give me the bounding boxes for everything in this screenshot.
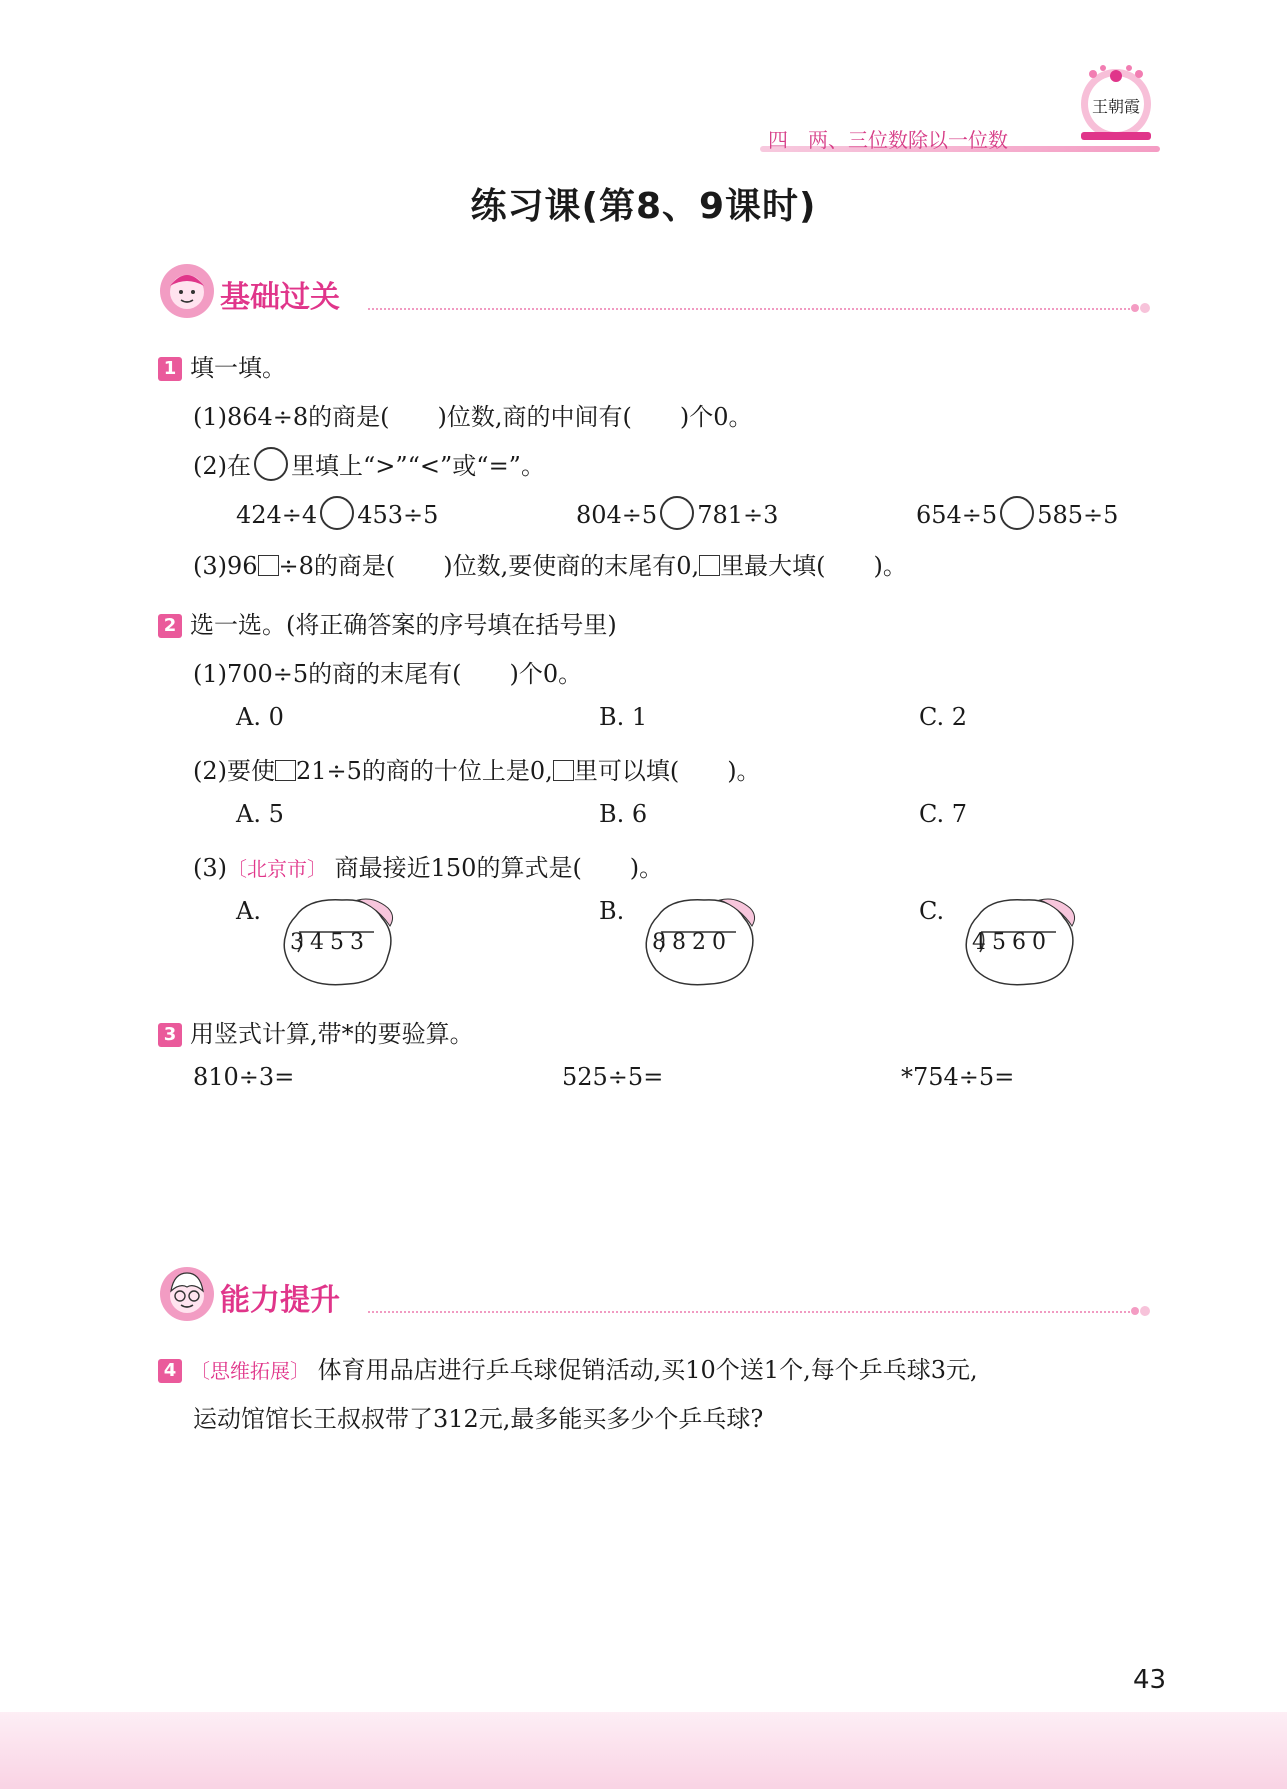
q4-line-2: 运动馆馆长王叔叔带了312元,最多能买多少个乒乓球? [193, 1405, 764, 1433]
q4-number: 4 [158, 1359, 182, 1383]
q3-expr-1: 810÷3= [193, 1063, 295, 1091]
q2-part3-a: (3) [193, 854, 227, 882]
logo-text: 王朝霞 [1091, 97, 1141, 116]
page-title: 练习课(第8、9课时) [470, 186, 817, 227]
q1-part1: (1)864÷8的商是( )位数,商的中间有( )个0。 [193, 403, 753, 431]
q2-title: 选一选。(将正确答案的序号填在括号里) [190, 611, 617, 639]
q1-part3-b: ÷8的商是( )位数,要使商的末尾有0, [278, 552, 700, 580]
q1-part2 [193, 446, 545, 481]
compare-item-1 [236, 496, 438, 530]
compare-item-2 [576, 496, 778, 530]
section-advanced-header [158, 1265, 1158, 1329]
q2-part3-b: 商最接近150的算式是( )。 [334, 854, 664, 882]
blank-box[interactable] [553, 760, 574, 781]
q4-line-1 [158, 1350, 978, 1385]
q2-part2 [193, 751, 761, 786]
q2-number: 2 [158, 614, 182, 638]
chapter-title: 四 两、三位数除以一位数 [768, 128, 1008, 152]
compare-item-3 [916, 496, 1118, 530]
q2-part2-a: (2)要使 [193, 757, 275, 785]
q2-p2-option-a[interactable]: A. 5 [236, 800, 284, 828]
division-c-divisor: 4 [972, 930, 992, 955]
q1-part2-suffix: 里填上“>”“<”或“=”。 [291, 452, 545, 480]
division-a-divisor: 3 [290, 930, 310, 955]
section-advanced-label: 能力提升 [220, 1283, 340, 1318]
q2-p3-option-b-label[interactable]: B. [599, 897, 625, 925]
division-b-divisor: 8 [652, 930, 672, 955]
q1-part2-prefix: (2)在 [193, 452, 251, 480]
section-basic-label: 基础过关 [220, 280, 340, 315]
q2-p2-option-c[interactable]: C. 7 [919, 800, 968, 828]
q1-part3-c: 里最大填( )。 [720, 552, 907, 580]
footer-band [0, 1712, 1287, 1789]
answer-circle[interactable] [320, 496, 354, 530]
q1-title-line [158, 348, 286, 383]
q2-p1-option-a[interactable]: A. 0 [236, 703, 284, 731]
q1-number: 1 [158, 357, 182, 381]
q4-tag: 〔思维拓展〕 [190, 1359, 310, 1383]
divider [368, 1311, 1138, 1313]
brand-logo [1075, 60, 1157, 142]
dots-endcap-icon [1130, 1303, 1152, 1319]
q2-p2-option-b[interactable]: B. 6 [599, 800, 648, 828]
compare-right: 781÷3 [697, 501, 779, 529]
girl-avatar-icon [158, 262, 216, 320]
dots-endcap-icon [1130, 300, 1152, 316]
q2-part1: (1)700÷5的商的末尾有( )个0。 [193, 660, 583, 688]
q3-number: 3 [158, 1023, 182, 1047]
boy-avatar-icon [158, 1265, 216, 1323]
blank-box[interactable] [275, 760, 296, 781]
page-number: 43 [1133, 1665, 1167, 1695]
q3-title: 用竖式计算,带*的要验算。 [190, 1020, 474, 1048]
q3-expr-3: *754÷5= [901, 1063, 1015, 1091]
compare-right: 585÷5 [1037, 501, 1119, 529]
compare-right: 453÷5 [357, 501, 439, 529]
q1-part3 [193, 546, 907, 581]
q4-text-1: 体育用品店进行乒乓球促销活动,买10个送1个,每个乒乓球3元, [317, 1356, 978, 1384]
section-basic-header [158, 262, 1158, 326]
compare-circle-icon [254, 447, 288, 481]
q2-title-line [158, 605, 617, 640]
compare-left: 654÷5 [916, 501, 998, 529]
compare-left: 424÷4 [236, 501, 318, 529]
q2-p1-option-b[interactable]: B. 1 [599, 703, 648, 731]
blank-box[interactable] [258, 555, 279, 576]
q1-title: 填一填。 [190, 354, 286, 382]
division-c-dividend: 560 [992, 930, 1052, 955]
answer-circle[interactable] [1000, 496, 1034, 530]
q1-part3-a: (3)96 [193, 552, 258, 580]
q2-part2-b: 21÷5的商的十位上是0, [296, 757, 553, 785]
q2-p3-option-a-label[interactable]: A. [236, 897, 261, 925]
divider [368, 308, 1138, 310]
q2-p1-option-c[interactable]: C. 2 [919, 703, 968, 731]
q2-p3-option-c-label[interactable]: C. [919, 897, 945, 925]
blank-box[interactable] [699, 555, 720, 576]
q3-expr-2: 525÷5= [562, 1063, 664, 1091]
q2-part3 [193, 848, 663, 883]
compare-left: 804÷5 [576, 501, 658, 529]
division-a-dividend: 453 [310, 930, 370, 955]
source-tag: 〔北京市〕 [227, 857, 327, 881]
answer-circle[interactable] [660, 496, 694, 530]
q3-title-line [158, 1014, 474, 1049]
q2-part2-c: 里可以填( )。 [573, 757, 761, 785]
division-b-dividend: 820 [672, 930, 732, 955]
